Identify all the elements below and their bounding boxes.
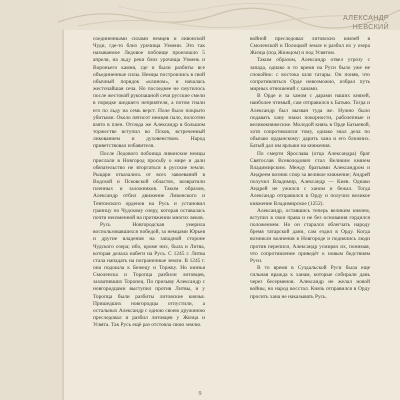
- paragraph: В то время в Суздальской Руси была еще сильная вражда к ханам, которые собирали дань через бесерменов. Александр не желал новой войны, но народ восстал. Князь отправился в Орду просить хана не наказывать Русь.: [250, 265, 370, 300]
- paragraph: По смерти Ярослава (отца Александра) брат Святослав Всеволодович стал Великим князем Владимирским. Между братьями Александром и Андреем возник спор за великое княжение; Андрей получил Владимир, Александр — Киев. Однако Андрей не ужился с ханом и бежал. Тогда Александр отправился в Орду и получил великое княжение Владимирское (1252).: [250, 150, 370, 207]
- spine-line: [62, 0, 64, 400]
- running-head-line-2: НЕВСКИЙ: [352, 22, 389, 31]
- text-column-left: [93, 36, 205, 329]
- page-margin: [0, 0, 62, 400]
- text-column-right: [250, 36, 370, 301]
- paragraph: Таким образом, Александр отвел угрозу с запада, однако в то время на Руси было уже не спокойно: с востока шли татары. Он поняв, что сопротивляться Орде невозможно, избрал путь мирных отношений с ханами.: [250, 57, 370, 93]
- paragraph: После Ледового побоища ливонские немцы прислали в Новгород просьбу о мире и дали обязательство не вторгаться в русские земли. Рыцари отказались от всех завоеваний в Водской и Псковской областях, возвратили пленных и заложников. Таким образом, Александр отбил движение Ливонского и Тевтонского орденов на Русь и установил границу по Чудскому озеру, которая оставалась почти неизменной на протяжении многих веков.: [93, 150, 205, 221]
- running-head: [297, 13, 389, 31]
- paragraph: Русь Новгородская умерила воспользовавшихся победой, за немцами Юрьев и другие владения на западной стороне Чудского озера; ибо, кроме них, была и Литва, которая делала набеги на Русь. С 1245 г. Литва стала нападать на пограничные земли. В 1245 г. она подошла к Бежецу и Торжку. Но князья Смоленска и Торопца разбили литовцев, захвативших Торопец. По призыву Александр с новгородцами выступил против Литвы, и у Торопца были разбиты литовские князья. Пришедших новгородцы отпустили, а остальных Александр с одною своею дружиною преследовал и разбил литовцев у Жизца и Усвята. Так Русь ещё раз отстояла свою землю.: [93, 222, 205, 329]
- running-head-line-1: АЛЕКСАНДР: [343, 13, 389, 22]
- paragraph: Александр, оставшись теперь великим князем, вступил в свои права и не без основания гордился положением. Но он старался облегчать народу бремя татарской дани, сам ездил в Орду. Когда возникли волнения в Новгороде и поднялись люди против переписи, Александр усмирял их, понимая, что сопротивление приведёт к новым бедствиям Руси.: [250, 207, 370, 264]
- page-number: 9: [198, 391, 202, 397]
- paragraph: соединенными силами немцев и ливонской Чуди, где-то близ урочища Узмени. Это так называемое Ледовое побоище произошло 5 апреля, на льду реки близ урочища Узмень и Вороньего камня, где и были разбиты все объединенные силы. Немцы построились в свой обычный порядок «клином», и началась жесточайшая сеча. Но последнее не смутилось после жестокой рукопашной сечи русские смели в порядке шедшего неприятеля, а потом гнали его по льду на семь верст. Поле было покрыто убитыми. Около пятисот немцев пало, полсотни взято в плен. Отсюда же Александр в большом торжестве вступил во Псков, встреченный ликованием и духовенством. Народ приветствовал избавителя.: [93, 36, 205, 150]
- paragraph: войной преследовал литовских князей в Смоленской и Полоцкой земле и разбил их у озера Жизца (под Жижцом) и под Усвятом.: [250, 36, 370, 57]
- paragraph: В Орде и за ханом с дарами наших князей, наиболее чтимый, сам отправился к Батыю. Тогда и Александр был вызван туда же. Нужно было подавать хану знаки покорности, раболепные и великокняжеские. Молодой князь в Орде Батыевой, хотя сопротивлялся тому, однако знал дела по обычаю ордынскому: дарить хана и его ближних. Батый дал им ярлыки на княжения.: [250, 93, 370, 150]
